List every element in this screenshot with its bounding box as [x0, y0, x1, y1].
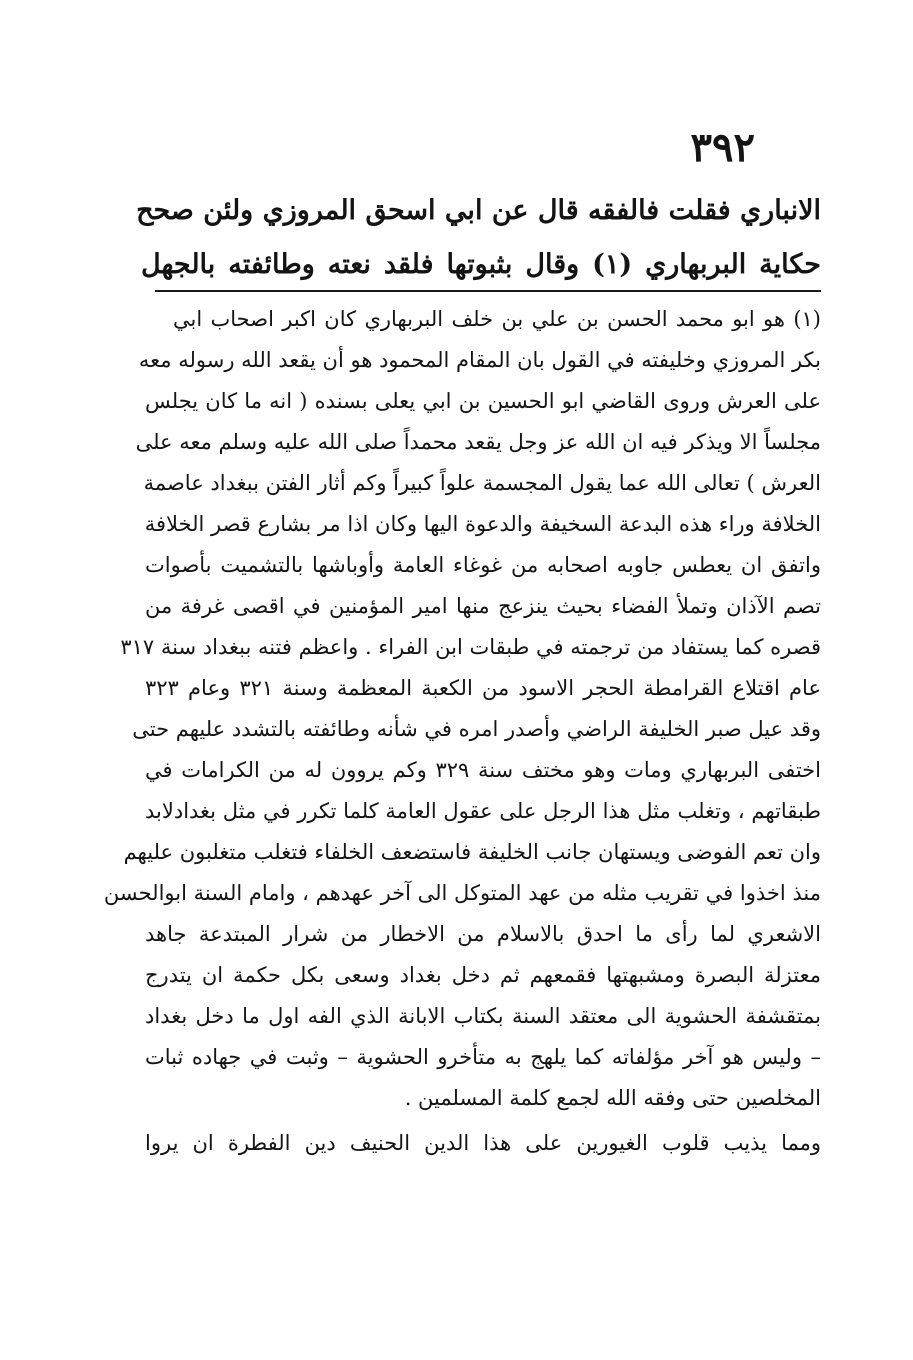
footnote-line-5: العرش ) تعالى الله عما يقول المجسمة علواً كبيراً وكم أثار الفتن ببغداد عاصمة — [143, 471, 821, 495]
page-number: ٣٩٢ — [690, 124, 755, 171]
main-text-line-2: حكاية البربهاري (١) وقال بثبوتها فلقد نعته وطائفته بالجهل — [141, 249, 821, 280]
footnote-line-2: بكر المروزي وخليفته في القول بان المقام المحمود هو أن يقعد الله رسوله معه — [138, 348, 821, 372]
footnote-line-12: اختفى البربهاري ومات وهو مختف سنة ٣٢٩ وكم يروون له من الكرامات في — [145, 758, 821, 782]
footnote-line-20: المخلصين حتى وفقه الله لجمع كلمة المسلمين . — [404, 1086, 821, 1110]
footnote-line-9: قصره كما يستفاد من ترجمته في طبقات ابن الفراء . واعظم فتنه ببغداد سنة ٣١٧ — [120, 635, 821, 659]
footnote-line-11: وقد عيل صبر الخليفة الراضي وأصدر امره في شأنه وطائفته بالتشدد عليهم حتى — [132, 717, 821, 741]
footnote-line-4: مجلساً الا ويذكر فيه ان الله عز وجل يقعد محمداً صلى الله عليه وسلم معه على — [135, 430, 821, 454]
footnote-divider — [155, 290, 821, 292]
closing-text-line: ومما يذيب قلوب الغيورين على هذا الدين الحنيف دين الفطرة ان يروا — [145, 1131, 821, 1155]
footnote-line-19: – وليس هو آخر مؤلفاته كما يلهج به متأخرو الحشوية – وثبت في جهاده ثبات — [145, 1045, 821, 1069]
footnote-line-15: منذ اخذوا في تقريب مثله من عهد المتوكل الى آخر عهدهم ، وامام السنة ابوالحسن — [103, 881, 821, 905]
footnote-line-18: بمتقشفة الحشوية الى معتقد السنة بكتاب الابانة الذي الفه اول ما دخل بغداد — [145, 1004, 821, 1028]
footnote-line-8: تصم الآذان وتملأ الفضاء بحيث ينزعج منها امير المؤمنين في اقصى غرفة من — [145, 594, 821, 618]
footnote-line-1: (١) هو ابو محمد الحسن بن علي بن خلف البربهاري كان اكبر اصحاب ابي — [173, 307, 821, 331]
footnote-line-13: طبقاتهم ، وتغلب مثل هذا الرجل على عقول العامة كلما تكرر في مثل بغدادلابد — [145, 799, 821, 823]
footnote-line-16: الاشعري لما رأى ما احدق بالاسلام من الاخطار من شرار المبتدعة جاهد — [145, 922, 821, 946]
footnote-line-3: على العرش وروى القاضي ابو الحسين بن ابي يعلى بسنده ( انه ما كان يجلس — [145, 389, 821, 413]
footnote-line-10: عام اقتلاع القرامطة الحجر الاسود من الكعبة المعظمة وسنة ٣٢١ وعام ٣٢٣ — [145, 676, 821, 700]
footnote-line-7: واتفق ان يعطس جاوبه اصحابه من غوغاء العامة وأوباشها بالتشميت بأصوات — [145, 553, 821, 577]
main-text-line-1: الانباري فقلت فالفقه قال عن ابي اسحق المروزي ولئن صحح — [136, 195, 821, 226]
footnote-line-14: وان تعم الفوضى ويستهان جانب الخليفة فاستضعف الخلفاء فتغلب متغلبون عليهم — [123, 840, 821, 864]
footnote-line-6: الخلافة وراء هذه البدعة السخيفة والدعوة اليها وكان اذا مر بشارع قصر الخلافة — [144, 512, 821, 536]
footnote-line-17: معتزلة البصرة ومشبهتها فقمعهم ثم دخل بغداد وسعى بكل حكمة ان يتدرج — [145, 963, 821, 987]
